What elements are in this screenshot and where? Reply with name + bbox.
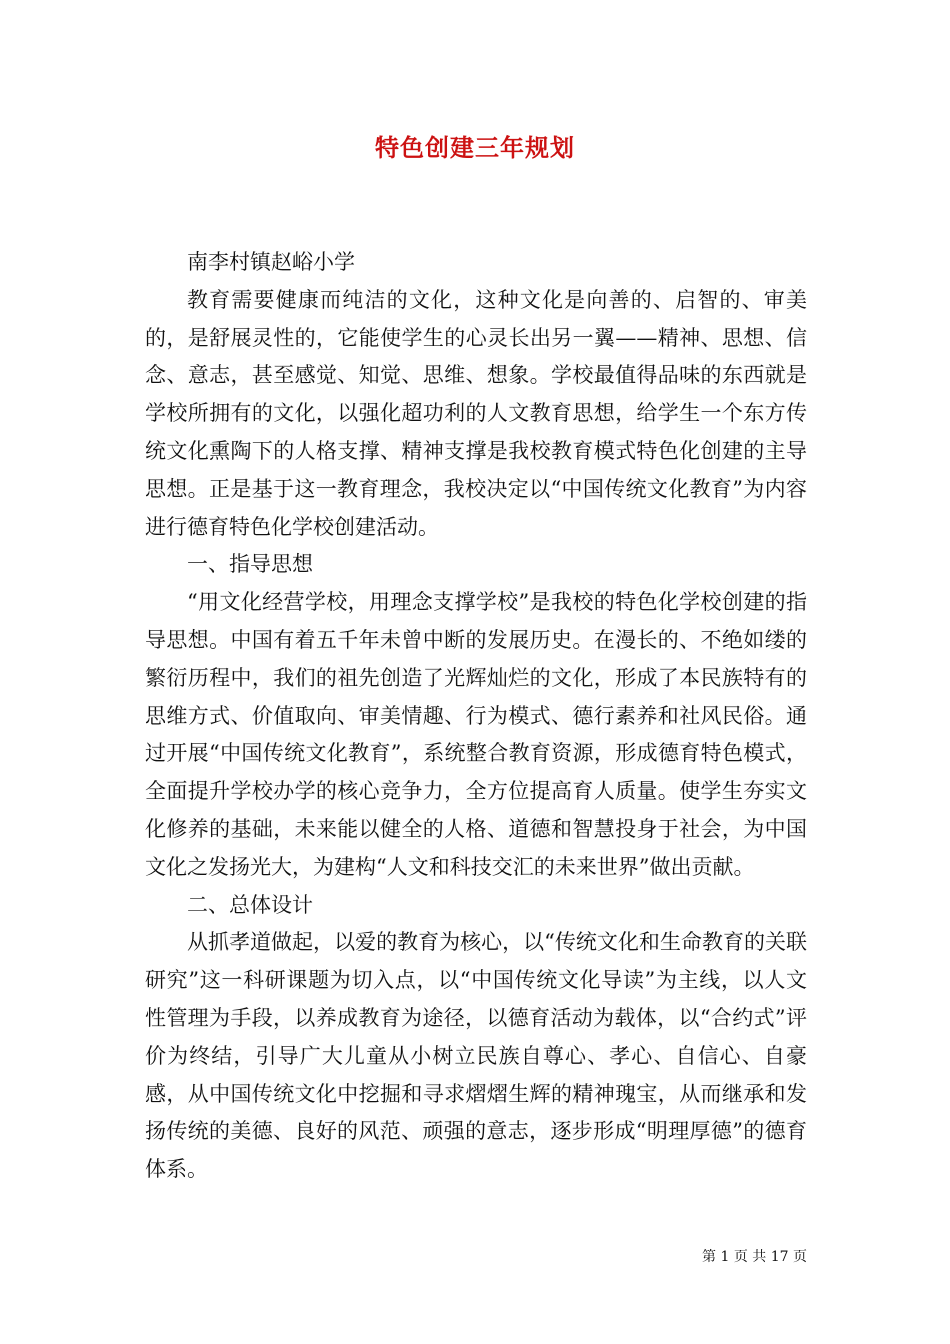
heading-overall-design: 二、总体设计 (187, 892, 313, 917)
document-body (145, 244, 807, 1189)
heading-guiding-ideology: 一、指导思想 (187, 552, 313, 577)
paragraph-overall-design: 从抓孝道做起，以爱的教育为核心，以“传统文化和生命教育的关联研究”这一科研课题为切入点，以“中国传统文化导读”为主线，以人文性管理为手段，以养成教育为途径，以德育活动为载体，以“合约式”评价为终结，引导广大儿童从小树立民族自尊心、孝心、自信心、自豪感，从中国传统文化中挖掘和寻求熠熠生辉的精神瑰宝，从而继承和发扬传统的美德、良好的风范、顽强的意志，逐步形成“明理厚德”的德育体系。 (145, 930, 807, 1182)
page-number: 第 1 页 共 17 页 (702, 1249, 807, 1265)
school-name: 南李村镇赵峪小学 (187, 250, 355, 274)
document-title: 特色创建三年规划 (375, 133, 575, 162)
paragraph-guiding-ideology: “用文化经营学校，用理念支撑学校”是我校的特色化学校创建的指导思想。中国有着五千年未曾中断的发展历史。在漫长的、不绝如缕的繁衍历程中，我们的祖先创造了光辉灿烂的文化，形成了本民族特有的思维方式、价值取向、审美情趣、行为模式、德行素养和社风民俗。通过开展“中国传统文化教育”，系统整合教育资源，形成德育特色模式，全面提升学校办学的核心竞争力，全方位提高育人质量。使学生夯实文化修养的基础，未来能以健全的人格、道德和智慧投身于社会，为中国文化之发扬光大，为建构“人文和科技交汇的未来世界”做出贡献。 (145, 590, 807, 879)
paragraph-intro: 教育需要健康而纯洁的文化，这种文化是向善的、启智的、审美的，是舒展灵性的，它能使学生的心灵长出另一翼——精神、思想、信念、意志，甚至感觉、知觉、思维、想象。学校最值得品味的东西就是学校所拥有的文化，以强化超功利的人文教育思想，给学生一个东方传统文化熏陶下的人格支撑、精神支撑是我校教育模式特色化创建的主导思想。正是基于这一教育理念，我校决定以“中国传统文化教育”为内容进行德育特色化学校创建活动。 (145, 287, 807, 539)
